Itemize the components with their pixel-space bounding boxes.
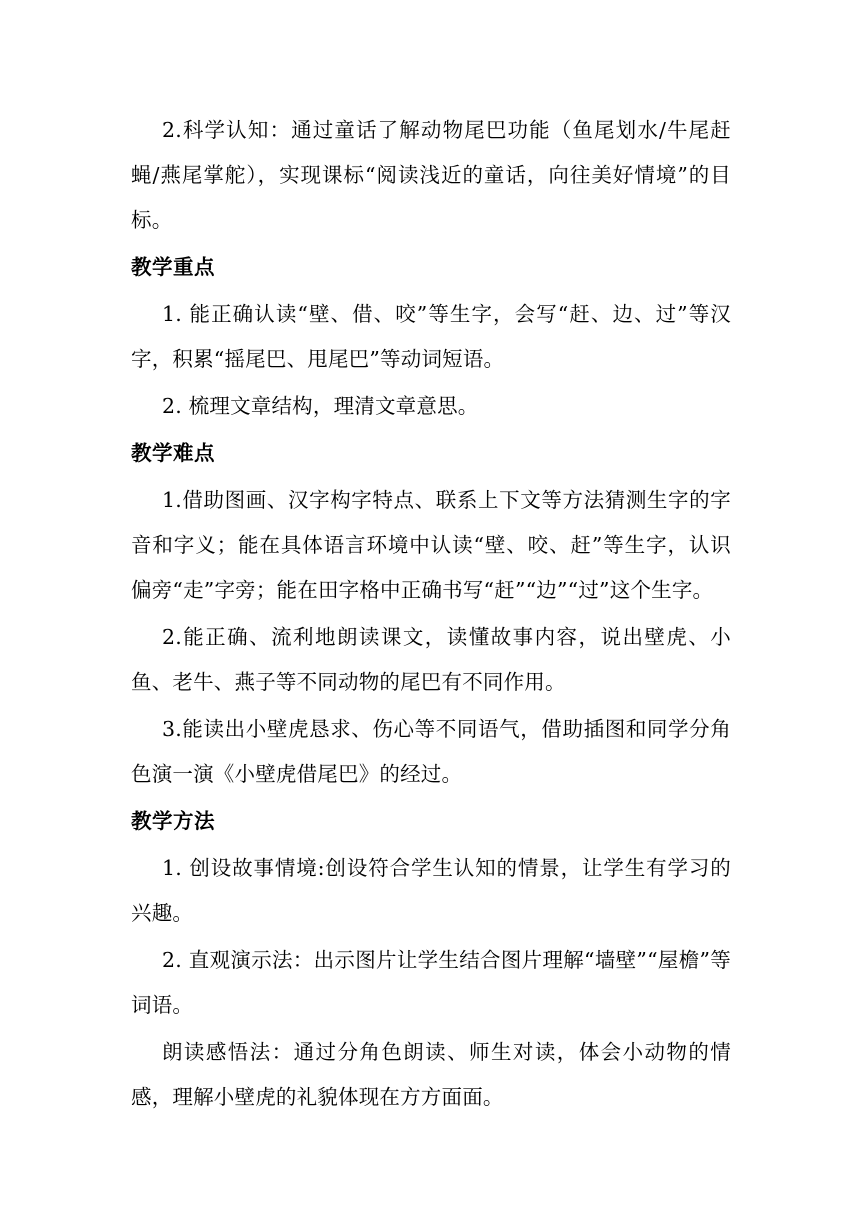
heading-teaching-key-points: 教学重点 <box>131 255 215 279</box>
heading-teaching-methods: 教学方法 <box>131 809 215 833</box>
paragraph-difficulty-3: 3.能读出小壁虎恳求、伤心等不同语气，借助插图和同学分角色演一演《小壁虎借尾巴》的经过。 <box>131 717 731 786</box>
paragraph-difficulty-2: 2.能正确、流利地朗读课文，读懂故事内容，说出壁虎、小鱼、老牛、燕子等不同动物的尾巴有不同作用。 <box>131 625 731 694</box>
paragraph-difficulty-1: 1.借助图画、汉字构字特点、联系上下文等方法猜测生字的字音和字义；能在具体语言环境中认读“壁、咬、赶”等生字，认识偏旁“走”字旁；能在田字格中正确书写“赶”“边”“过”这个生字。 <box>131 488 731 602</box>
paragraph-science-cognition: 2.科学认知：通过童话了解动物尾巴功能（鱼尾划水/牛尾赶蝇/燕尾掌舵），实现课标“阅读浅近的童话，向往美好情境”的目标。 <box>131 118 731 232</box>
paragraph-method-1: 1. 创设故事情境:创设符合学生认知的情景，让学生有学习的兴趣。 <box>131 856 731 925</box>
paragraph-method-3: 朗读感悟法：通过分角色朗读、师生对读，体会小动物的情感，理解小壁虎的礼貌体现在方方面面。 <box>131 1040 731 1109</box>
paragraph-key-point-2: 2. 梳理文章结构，理清文章意思。 <box>162 394 479 418</box>
heading-teaching-difficulties: 教学难点 <box>131 441 215 465</box>
document-page <box>131 108 731 1122</box>
paragraph-key-point-1: 1. 能正确认读“壁、借、咬”等生字，会写“赶、边、过”等汉字，积累“摇尾巴、甩尾巴”等动词短语。 <box>131 302 731 371</box>
paragraph-method-2: 2. 直观演示法：出示图片让学生结合图片理解“墙壁”“屋檐”等词语。 <box>131 948 731 1017</box>
